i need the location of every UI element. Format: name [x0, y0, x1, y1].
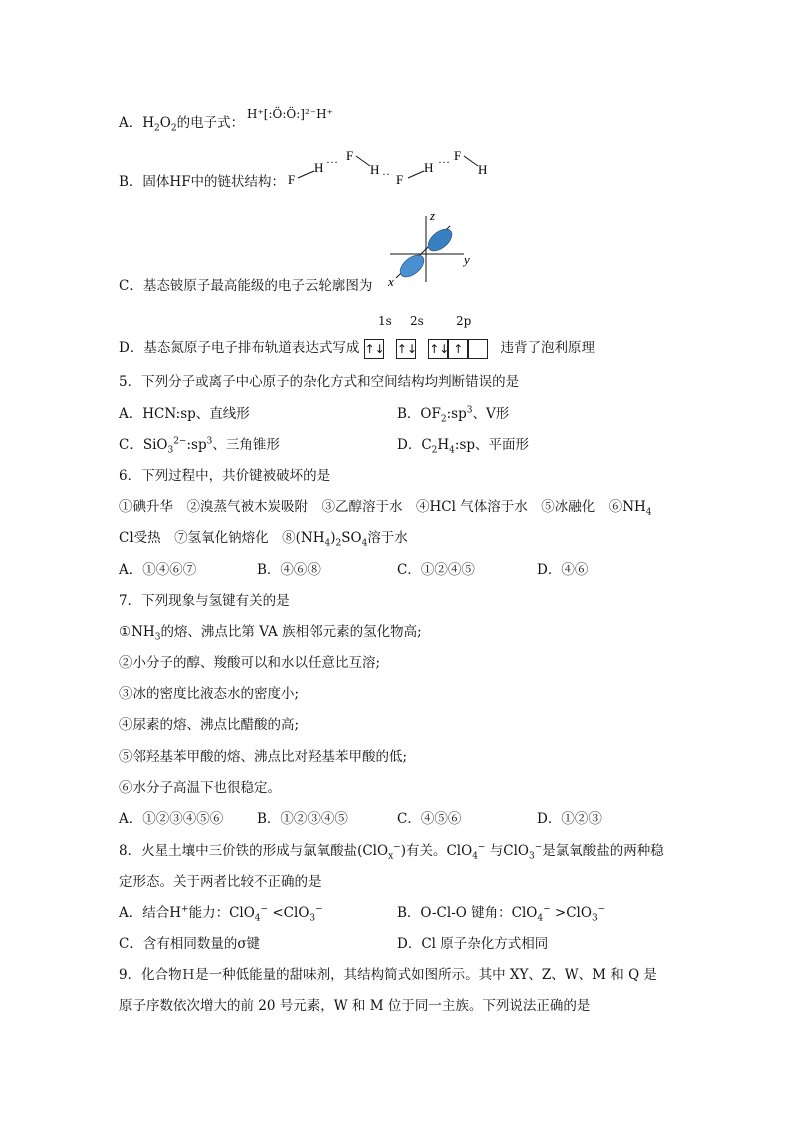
- hydrogen-bond: ···: [326, 155, 338, 169]
- q7-item-1: [119, 622, 422, 642]
- superscript: −: [315, 904, 323, 915]
- superscript: −: [260, 904, 269, 915]
- text: 能力：ClO: [188, 905, 255, 921]
- subscript: 4: [254, 913, 261, 924]
- q8-option-b: [397, 903, 605, 923]
- subscript: 4: [645, 507, 652, 518]
- text: :sp: [186, 437, 207, 453]
- text: ①NH: [119, 624, 155, 640]
- text: B．OF: [397, 406, 441, 422]
- q6-option-a: A．①④⑥⑦: [119, 562, 197, 578]
- hf-chain-structure: [284, 144, 494, 190]
- hydrogen-bond: ··: [382, 167, 390, 181]
- q6-stem: 6．下列过程中，共价键被破坏的是: [119, 468, 331, 484]
- q4-a-mid: O: [159, 115, 171, 131]
- q6-option-d: D．④⑥: [537, 562, 589, 578]
- superscript: +: [181, 904, 189, 915]
- text: 溶于水: [367, 530, 408, 546]
- q4-option-d: [119, 338, 595, 359]
- q4-option-a: [119, 113, 244, 133]
- atom-h: H: [478, 162, 488, 177]
- orbital-box-2p: [428, 338, 488, 359]
- q7-option-d: D．①②③: [537, 811, 602, 827]
- subscript: 3: [591, 913, 598, 924]
- text: D．C: [397, 437, 432, 453]
- atom-h: H: [424, 160, 434, 175]
- superscript: −: [543, 904, 551, 915]
- text: Cl受热 ⑦氢氧化钠熔化 ⑧(NH: [119, 530, 325, 546]
- p-orbital-diagram: [386, 210, 478, 288]
- q7-item-6: ⑥水分子高温下也很稳定。: [119, 780, 281, 796]
- subscript: 2: [431, 445, 438, 456]
- axis-label-y: y: [464, 252, 470, 267]
- subscript: 3: [528, 851, 535, 862]
- superscript: −: [477, 842, 486, 853]
- text: 、V形: [472, 406, 510, 422]
- q7-option-b: B．①②③④⑤: [257, 811, 348, 827]
- subscript: 2: [335, 538, 342, 549]
- q6-option-b: B．④⑥⑧: [257, 562, 321, 578]
- q5-option-d: [397, 435, 529, 455]
- text: 的熔、沸点比第 VA 族相邻元素的氢化物高;: [160, 624, 422, 640]
- subscript: 4: [324, 538, 331, 549]
- q4-d-tail: 违背了泡利原理: [500, 340, 596, 356]
- subscript: 2: [170, 123, 177, 134]
- q7-stem: 7．下列现象与氢键有关的是: [119, 593, 290, 609]
- q8-option-a: [119, 903, 323, 923]
- superscript: −: [393, 842, 401, 853]
- q8-stem-line1: [119, 841, 664, 861]
- atom-f: F: [396, 172, 404, 187]
- text: C．SiO: [119, 437, 168, 453]
- q6-items-line2: [119, 528, 408, 548]
- text: A．结合H: [119, 905, 182, 921]
- orbital-box-1s: [364, 338, 384, 359]
- superscript: 3: [466, 405, 473, 416]
- orbital-box: ↑↓: [396, 339, 416, 359]
- orbital-label-1s: 1s: [378, 314, 392, 328]
- subscript: 4: [472, 851, 478, 862]
- q8-stem-line2: 定形态。关于两者比较不正确的是: [119, 874, 322, 890]
- subscript: 3: [309, 913, 316, 924]
- orbital-box: ↑: [448, 339, 468, 359]
- text: 、三角锥形: [212, 437, 280, 453]
- text: 与ClO: [485, 843, 529, 859]
- subscript: 4: [537, 913, 544, 924]
- text: 是氯氧酸盐的两种稳: [542, 843, 664, 859]
- orbital-label-2p: 2p: [456, 314, 472, 328]
- superscript: 3: [206, 436, 213, 447]
- atom-f: F: [288, 172, 296, 187]
- h2o2-electron-formula: H⁺[:Ö:Ö:]²⁻H⁺: [247, 107, 333, 121]
- text: :sp: [446, 406, 467, 422]
- q7-item-4: ④尿素的熔、沸点比醋酸的高;: [119, 717, 300, 733]
- q9-stem-line1: 9．化合物Ｈ是一种低能量的甜味剂，其结构简式如图所示。其中 XY、Z、W、M 和 Q 是: [119, 967, 657, 983]
- text: ): [330, 530, 336, 546]
- axis-label-z: z: [430, 210, 436, 223]
- q4-a-label: A．H: [119, 115, 155, 131]
- orbital-box: ↑↓: [428, 339, 448, 359]
- orbital-box: [468, 339, 488, 359]
- subscript: x: [388, 851, 394, 862]
- q8-option-c: C．含有相同数量的σ键: [119, 936, 261, 952]
- atom-f: F: [454, 148, 462, 163]
- axis-label-x: x: [388, 274, 394, 288]
- subscript: 2: [154, 123, 160, 134]
- q4-d-label: D．基态氮原子电子排布轨道表达式写成: [119, 340, 360, 356]
- text: B．O-Cl-O 键角：ClO: [397, 905, 538, 921]
- subscript: 3: [154, 632, 161, 643]
- subscript: 4: [449, 445, 455, 456]
- text: )有关。ClO: [400, 843, 473, 859]
- atom-h: H: [314, 160, 324, 175]
- q7-item-5: ⑤邻羟基苯甲酸的熔、沸点比对羟基苯甲酸的低;: [119, 749, 408, 765]
- q5-option-c: [119, 435, 280, 455]
- text: H: [437, 437, 450, 453]
- atom-f: F: [346, 148, 354, 163]
- text: >ClO: [550, 905, 592, 921]
- text: ①碘升华 ②溴蒸气被木炭吸附 ③乙醇溶于水 ④HCl 气体溶于水 ⑤冰融化 ⑥NH: [119, 499, 646, 515]
- superscript: −: [534, 842, 543, 853]
- q7-item-2: ②小分子的醇、羧酸可以和水以任意比互溶;: [119, 655, 381, 671]
- text: SO: [341, 530, 362, 546]
- q4-option-b: B．固体HF中的链状结构：: [119, 174, 286, 190]
- q5-option-a: A．HCN:sp、直线形: [119, 406, 250, 422]
- text: 8．火星土壤中三价铁的形成与氯氧酸盐(ClO: [119, 843, 389, 859]
- orbital-box: ↑↓: [364, 339, 384, 359]
- q8-option-d: D．Cl 原子杂化方式相同: [397, 936, 549, 952]
- q7-option-c: C．④⑤⑥: [397, 811, 462, 827]
- q6-option-c: C．①②④⑤: [397, 562, 475, 578]
- text: <ClO: [268, 905, 310, 921]
- q7-item-3: ③冰的密度比液态水的密度小;: [119, 686, 300, 702]
- q9-stem-line2: 原子序数依次增大的前 20 号元素，W 和 M 位于同一主族。下列说法正确的是: [119, 998, 591, 1014]
- q4-option-c: C．基态铍原子最高能级的电子云轮廓图为: [119, 278, 373, 294]
- superscript: 2−: [173, 436, 187, 447]
- text: :sp、平面形: [454, 437, 530, 453]
- superscript: −: [597, 904, 606, 915]
- q4-a-tail: 的电子式：: [176, 115, 245, 131]
- q6-items-line1: [119, 497, 652, 517]
- atom-h: H: [370, 162, 380, 177]
- subscript: 3: [167, 445, 174, 456]
- q5-option-b: [397, 404, 509, 424]
- subscript: 2: [440, 414, 447, 425]
- orbital-box-2s: [396, 338, 416, 359]
- subscript: 4: [361, 538, 368, 549]
- q5-stem: 5．下列分子或离子中心原子的杂化方式和空间结构均判断错误的是: [119, 374, 520, 390]
- q7-option-a: A．①②③④⑤⑥: [119, 811, 224, 827]
- orbital-label-2s: 2s: [410, 314, 424, 328]
- hydrogen-bond: ···: [438, 155, 450, 169]
